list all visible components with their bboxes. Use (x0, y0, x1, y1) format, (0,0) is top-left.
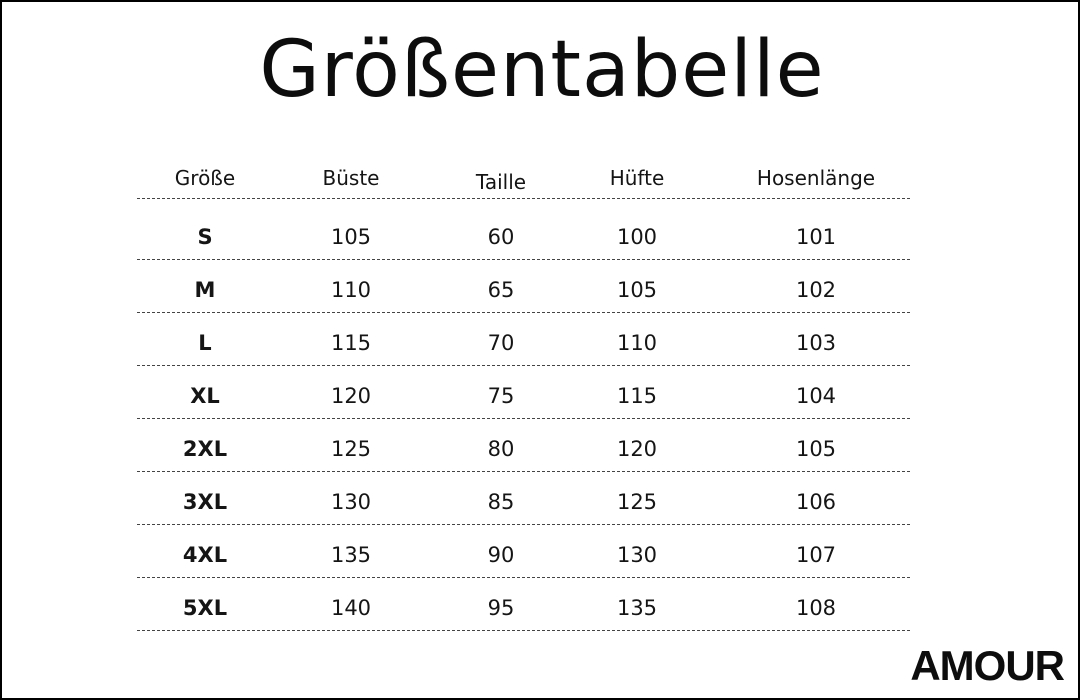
size-cell: M (194, 278, 216, 302)
waist-cell: 90 (487, 543, 515, 567)
hip-cell: 135 (616, 596, 658, 620)
table-row (137, 313, 910, 366)
size-cell: 4XL (182, 543, 228, 567)
trouser-length-cell: 102 (795, 278, 837, 302)
table-row (137, 366, 910, 419)
waist-cell: 85 (487, 490, 515, 514)
table-row (137, 207, 910, 260)
size-cell: 3XL (182, 490, 228, 514)
header-trouser-length: Hosenlänge (756, 166, 876, 190)
bust-cell: 140 (330, 596, 372, 620)
page-title: Größentabelle (259, 25, 825, 115)
header-size: Größe (174, 166, 236, 190)
bust-cell: 105 (330, 225, 372, 249)
bust-cell: 110 (330, 278, 372, 302)
waist-cell: 70 (487, 331, 515, 355)
waist-cell: 75 (487, 384, 515, 408)
bust-cell: 115 (330, 331, 372, 355)
header-waist: Taille (475, 170, 527, 194)
size-cell: 5XL (182, 596, 228, 620)
bust-cell: 135 (330, 543, 372, 567)
trouser-length-cell: 107 (795, 543, 837, 567)
bust-cell: 120 (330, 384, 372, 408)
trouser-length-cell: 101 (795, 225, 837, 249)
size-cell: L (198, 331, 212, 355)
waist-cell: 80 (487, 437, 515, 461)
header-bust: Büste (322, 166, 380, 190)
bust-cell: 125 (330, 437, 372, 461)
trouser-length-cell: 108 (795, 596, 837, 620)
size-cell: XL (190, 384, 220, 408)
trouser-length-cell: 105 (795, 437, 837, 461)
waist-cell: 60 (487, 225, 515, 249)
header-spacer (137, 199, 910, 207)
hip-cell: 120 (616, 437, 658, 461)
trouser-length-cell: 104 (795, 384, 837, 408)
brand-logo: AMOUR (910, 642, 1064, 689)
header-hip: Hüfte (609, 166, 665, 190)
table-row (137, 472, 910, 525)
bust-cell: 130 (330, 490, 372, 514)
trouser-length-cell: 103 (795, 331, 837, 355)
table-row (137, 419, 910, 472)
table-row (137, 578, 910, 631)
hip-cell: 115 (616, 384, 658, 408)
waist-cell: 65 (487, 278, 515, 302)
size-table (137, 160, 910, 631)
table-header-row (137, 160, 910, 199)
table-row (137, 260, 910, 313)
trouser-length-cell: 106 (795, 490, 837, 514)
size-cell: S (197, 225, 213, 249)
hip-cell: 105 (616, 278, 658, 302)
hip-cell: 130 (616, 543, 658, 567)
waist-cell: 95 (487, 596, 515, 620)
hip-cell: 100 (616, 225, 658, 249)
hip-cell: 110 (616, 331, 658, 355)
hip-cell: 125 (616, 490, 658, 514)
size-cell: 2XL (182, 437, 228, 461)
table-row (137, 525, 910, 578)
